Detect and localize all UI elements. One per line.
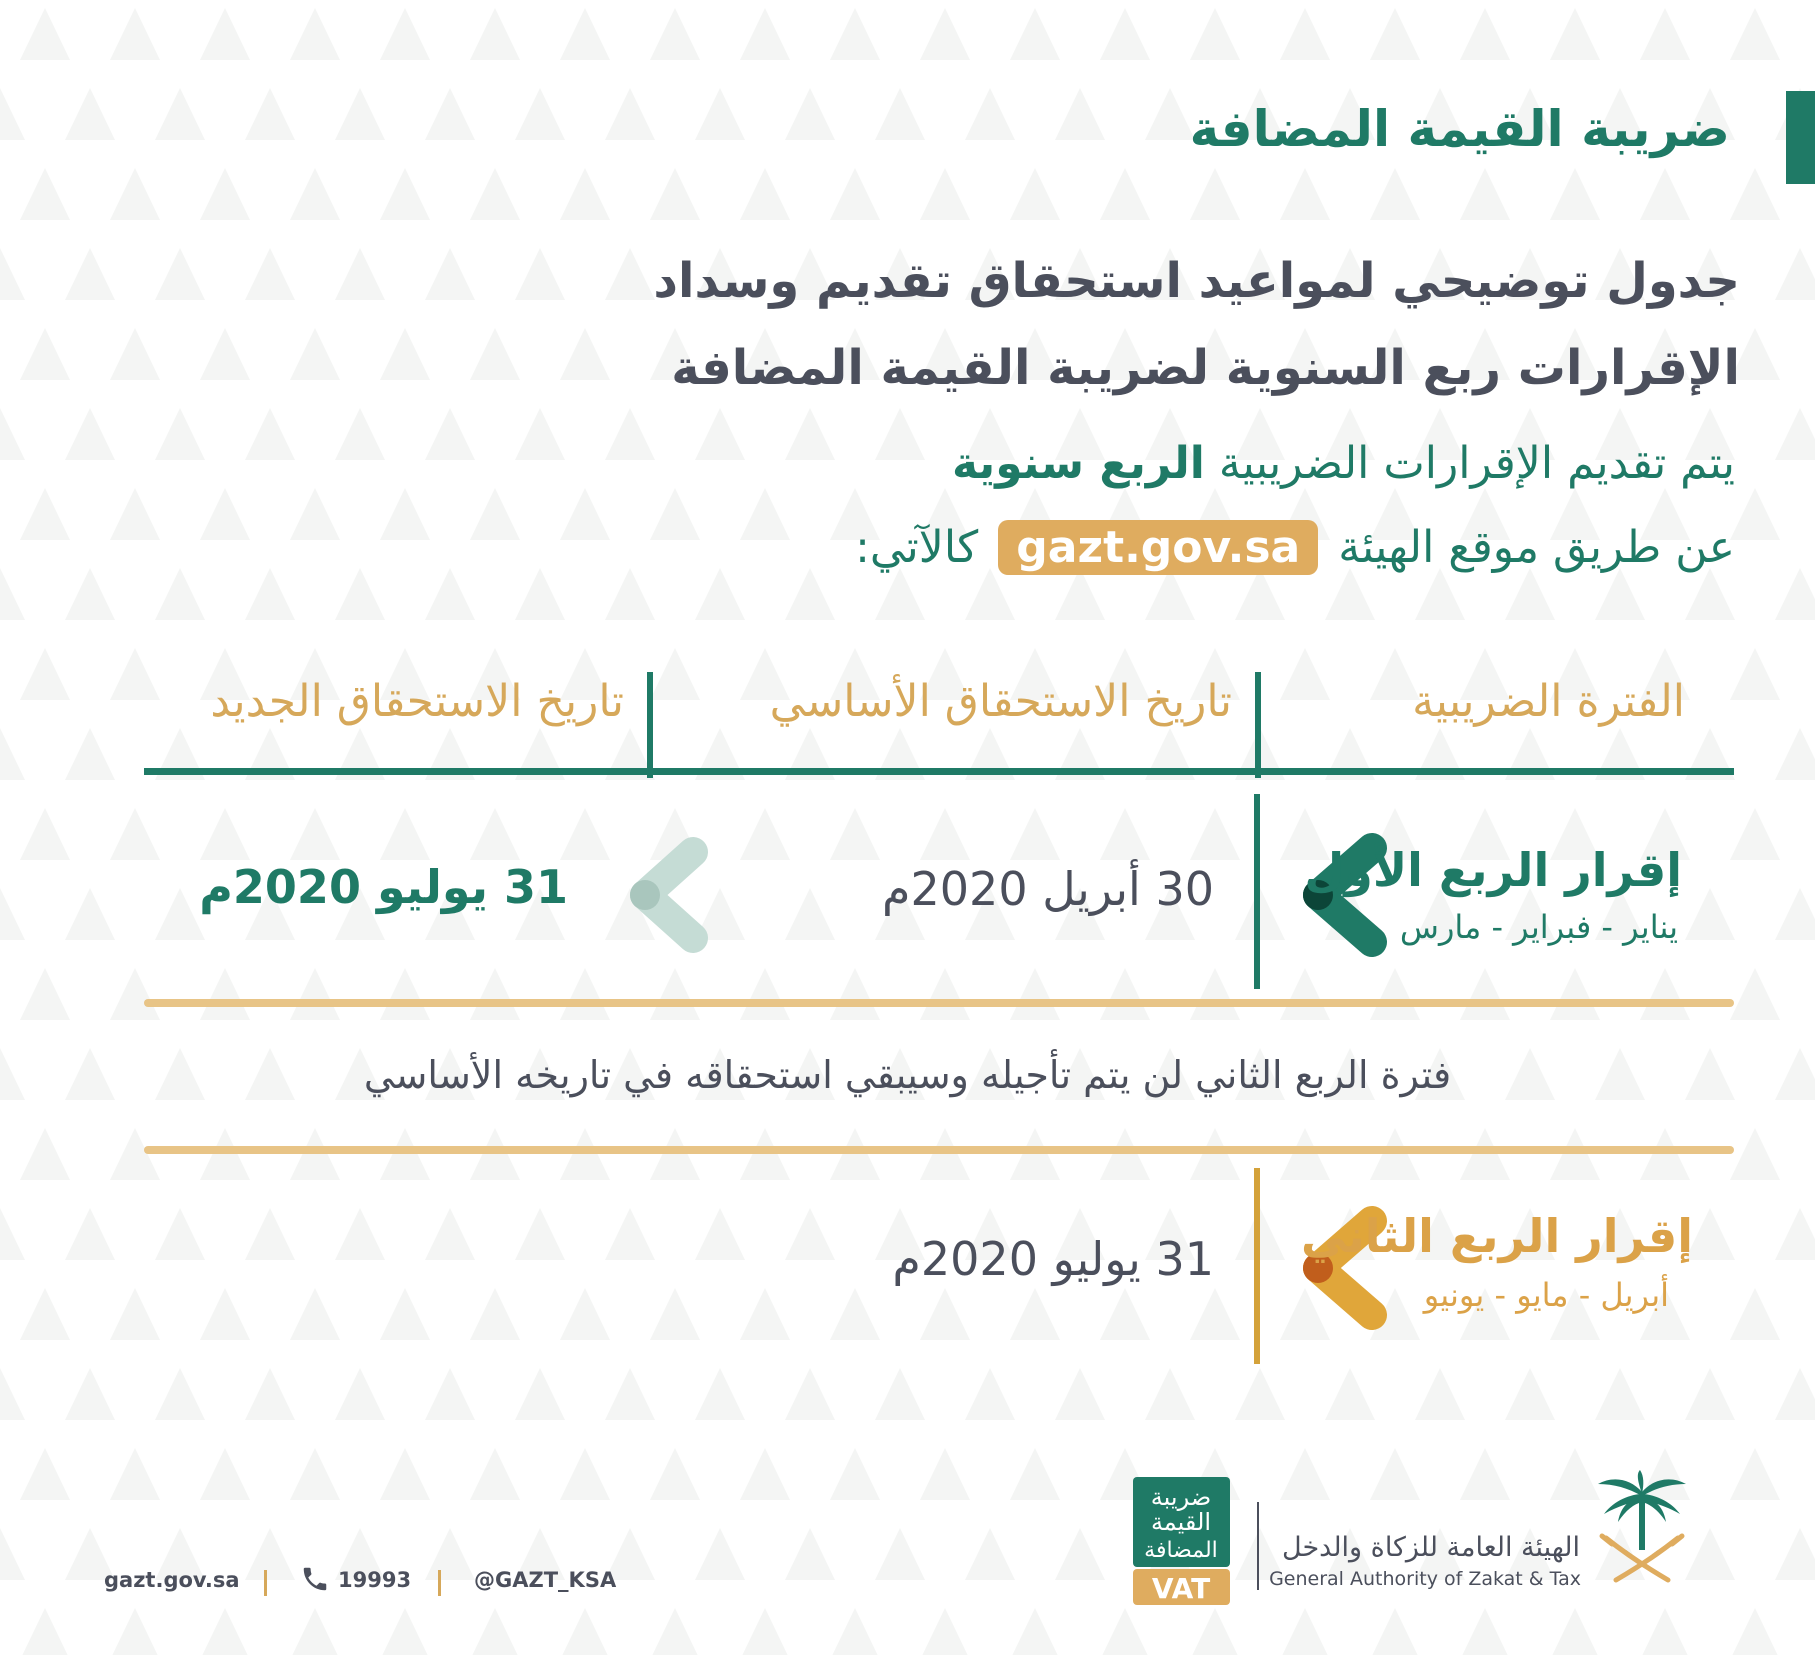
headline-line-1: جدول توضيحي لمواعيد استحقاق تقديم وسداد [653,253,1740,309]
row-divider [1254,794,1260,989]
header-new-due: تاريخ الاستحقاق الجديد [210,676,624,727]
header-divider [647,672,653,778]
intro-line-2 [855,520,1735,575]
header-divider [1255,672,1261,778]
intro-text: يتم تقديم الإقرارات الضريبية [1218,438,1735,489]
phone-icon [300,1564,330,1594]
accent-bar [1786,91,1815,184]
footer-separator [264,1570,267,1596]
svg-text:المضافة: المضافة [1144,1538,1218,1563]
svg-text:VAT: VAT [1151,1572,1211,1605]
row-rule [144,999,1734,1007]
brand-title: ضريبة القيمة المضافة [1189,100,1730,158]
q1-months: يناير - فبراير - مارس [1399,908,1678,946]
intro-text: عن طريق موقع الهيئة [1338,522,1735,573]
q2-title: إقرار الربع الثاني [1300,1209,1693,1263]
header-tax-period: الفترة الضريبية [1412,676,1685,727]
svg-text:ضريبة: ضريبة [1150,1483,1212,1511]
q2-note: فترة الربع الثاني لن يتم تأجيله وسيبقي استحقاقه في تاريخه الأساسي [363,1053,1452,1097]
q1-new-due: 31 يوليو 2020م [199,860,568,914]
q2-original-due: 31 يوليو 2020م [892,1232,1214,1286]
footer-twitter[interactable]: @GAZT_KSA [474,1568,617,1592]
vat-logo [1133,1477,1230,1605]
intro-line-1 [952,438,1735,489]
footer-separator [438,1570,441,1596]
footer-phone[interactable]: 19993 [338,1568,412,1592]
site-link[interactable]: gazt.gov.sa [998,520,1318,575]
q1-original-due: 30 أبريل 2020م [882,862,1214,916]
q2-months: أبريل - مايو - يونيو [1423,1276,1669,1314]
row-divider [1254,1168,1260,1364]
palm-swords-logo-icon [1592,1470,1692,1590]
q1-title: إقرار الربع الأول [1304,843,1682,897]
footer-site-link[interactable]: gazt.gov.sa [104,1568,240,1592]
authority-name-en: General Authority of Zakat & Tax [1269,1568,1581,1590]
row-rule [144,1146,1734,1154]
intro-highlight: الربع سنوية [951,438,1205,489]
header-original-due: تاريخ الاستحقاق الأساسي [769,676,1232,727]
chevron-left-icon [615,830,715,960]
logo-divider [1257,1502,1259,1590]
intro-text: كالآتي: [855,522,979,573]
svg-text:القيمة: القيمة [1150,1508,1212,1536]
authority-name-ar: الهيئة العامة للزكاة والدخل [1282,1532,1580,1563]
headline-line-2: الإقرارات ربع السنوية لضريبة القيمة المضافة [671,340,1740,396]
header-rule [144,768,1734,775]
